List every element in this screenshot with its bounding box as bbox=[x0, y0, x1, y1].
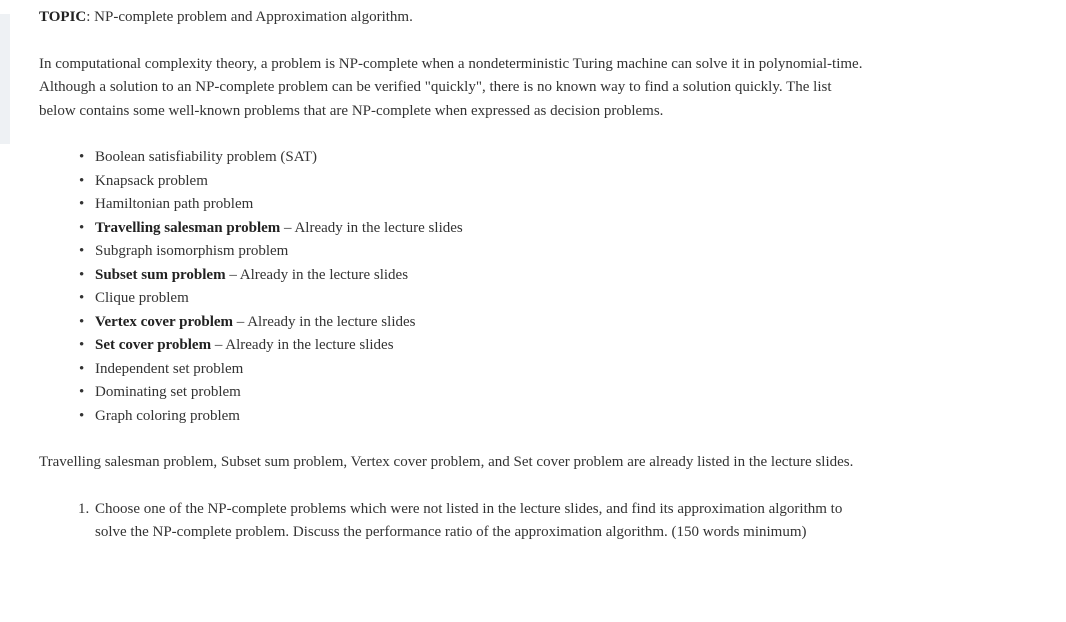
list-item bbox=[79, 287, 869, 311]
document-body bbox=[39, 6, 869, 545]
bullet-icon: • bbox=[79, 384, 85, 400]
problem-name: Graph coloring problem bbox=[95, 407, 240, 424]
problem-name: Vertex cover problem bbox=[95, 313, 234, 330]
list-item bbox=[79, 334, 869, 358]
bullet-icon: • bbox=[79, 290, 85, 306]
topic-label: TOPIC bbox=[39, 9, 87, 25]
list-item bbox=[79, 170, 869, 194]
list-item bbox=[79, 193, 869, 217]
left-edge-tab bbox=[0, 14, 10, 144]
intro-paragraph: In computational complexity theory, a problem is NP-complete when a nondeterministic Turing machine can solve it in polynomial-time. Although a solution to an NP-complete problem can be verified "quickly", there is no known way to find a solution quickly. The list below contains some well-known problems that are NP-complete when expressed as decision problems. bbox=[39, 55, 863, 119]
problem-name: Subset sum problem bbox=[95, 266, 226, 283]
bullet-icon: • bbox=[79, 172, 85, 189]
problem-list bbox=[39, 146, 869, 428]
list-item bbox=[79, 358, 869, 382]
problem-name: Hamiltonian path problem bbox=[95, 196, 254, 212]
bullet-icon: • bbox=[79, 196, 85, 212]
problem-name: Set cover problem bbox=[95, 337, 212, 353]
problem-name: Clique problem bbox=[95, 290, 189, 306]
list-item bbox=[79, 405, 869, 429]
bullet-icon: • bbox=[79, 337, 85, 353]
list-item bbox=[79, 146, 869, 170]
problem-note: – Already in the lecture slides bbox=[225, 266, 409, 283]
list-item bbox=[79, 240, 869, 264]
bullet-icon: • bbox=[79, 243, 85, 259]
problem-name: Dominating set problem bbox=[95, 384, 241, 400]
problem-name: Independent set problem bbox=[95, 360, 244, 377]
problem-name: Travelling salesman problem bbox=[95, 219, 281, 236]
problem-name: Boolean satisfiability problem (SAT) bbox=[95, 149, 318, 165]
question-text: Choose one of the NP-complete problems which were not listed in the lecture slides, and find its approximation algorithm to solve the NP-complete problem. Discuss the performance ratio of the approximation algorithm. (150 words minimum) bbox=[95, 500, 843, 540]
topic-line bbox=[39, 6, 869, 30]
question-item bbox=[78, 498, 869, 545]
bullet-icon: • bbox=[79, 360, 85, 377]
list-item bbox=[79, 264, 869, 288]
list-item bbox=[79, 311, 869, 335]
bullet-icon: • bbox=[79, 219, 85, 236]
problem-note: – Already in the lecture slides bbox=[211, 337, 394, 353]
bullet-icon: • bbox=[79, 149, 85, 165]
summary-paragraph: Travelling salesman problem, Subset sum problem, Vertex cover problem, and Set cover problem are already listed in the lecture slides. bbox=[39, 454, 854, 470]
question-list bbox=[39, 498, 869, 545]
topic-text: : NP-complete problem and Approximation algorithm. bbox=[86, 9, 413, 25]
problem-note: – Already in the lecture slides bbox=[280, 219, 463, 236]
problem-name: Subgraph isomorphism problem bbox=[95, 243, 289, 259]
list-item bbox=[79, 381, 869, 405]
problem-name: Knapsack problem bbox=[95, 172, 208, 189]
problem-note: – Already in the lecture slides bbox=[233, 313, 416, 330]
bullet-icon: • bbox=[79, 266, 85, 283]
bullet-icon: • bbox=[79, 407, 85, 424]
question-number: 1. bbox=[78, 500, 90, 517]
list-item bbox=[79, 217, 869, 241]
bullet-icon: • bbox=[79, 313, 85, 330]
